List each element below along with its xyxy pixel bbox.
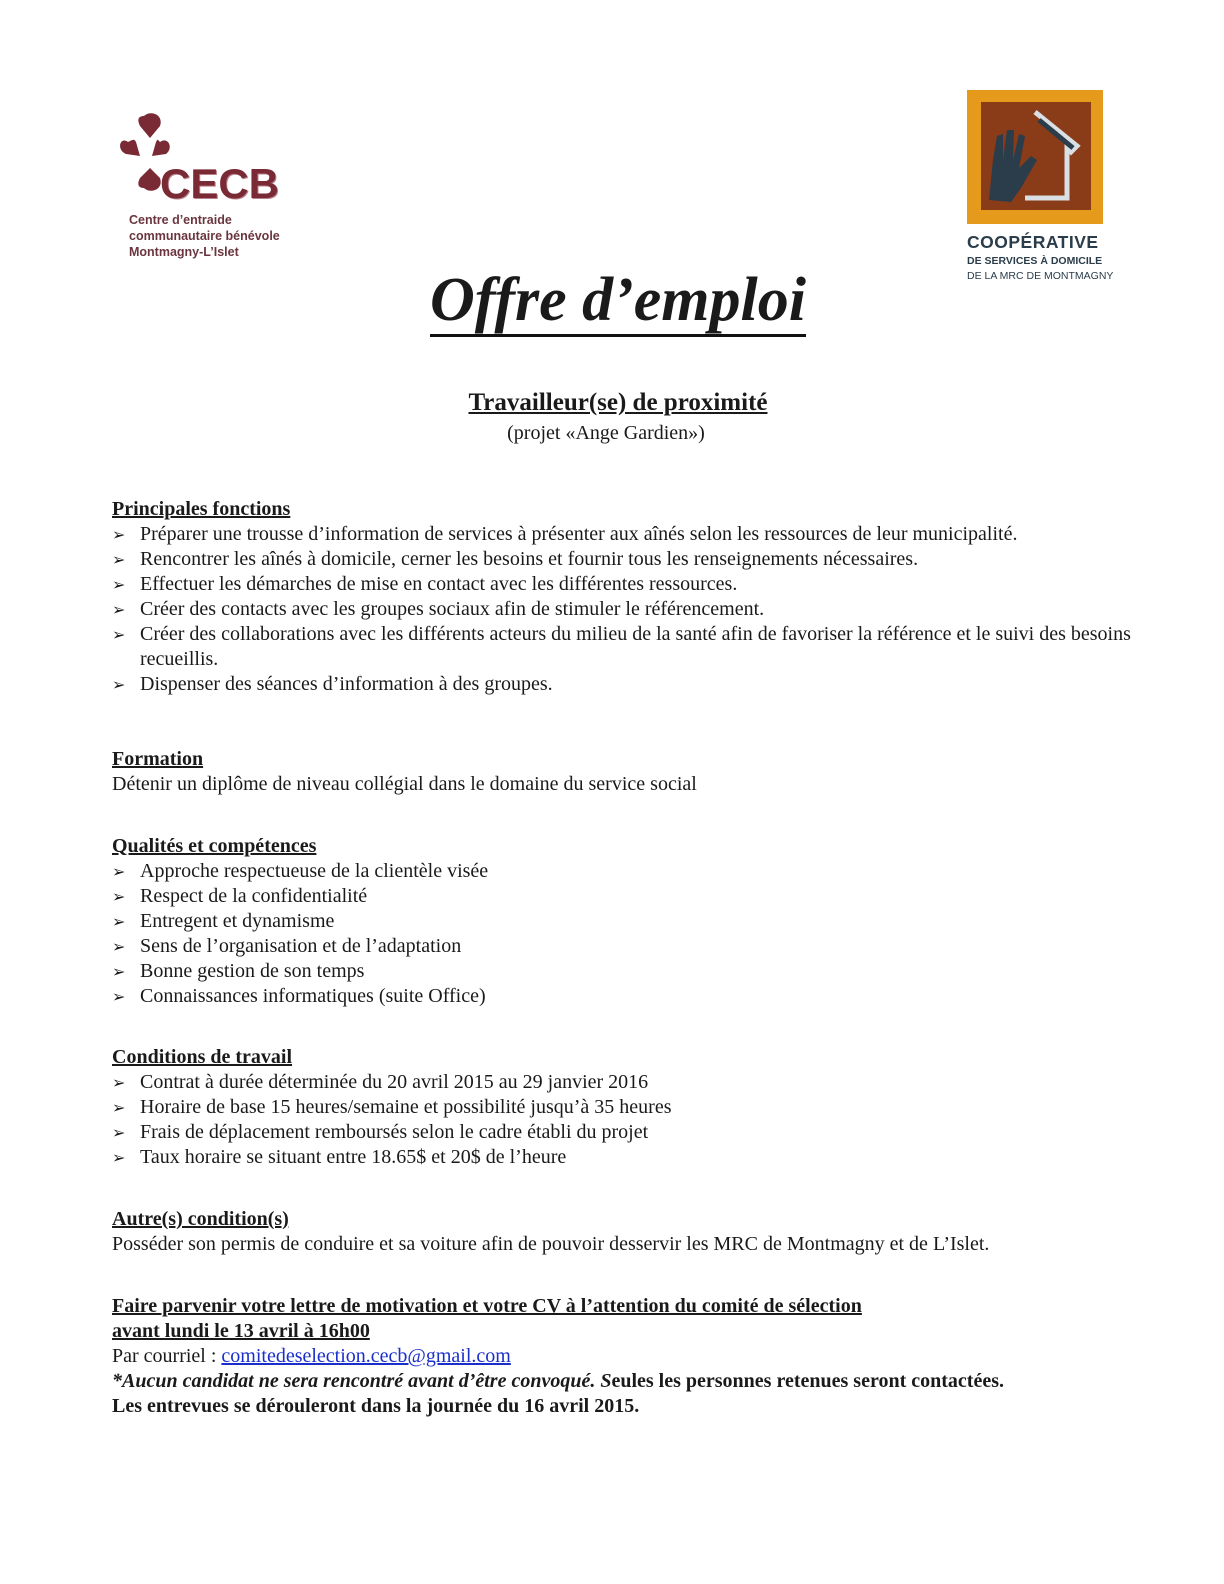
- selection-note: *Aucun candidat ne sera rencontré avant d’être convoqué. Seules les personnes retenues seront contactées.: [112, 1370, 1004, 1392]
- list-item: ➢ Créer des collaborations avec les différents acteurs du milieu de la santé afin de favoriser la référence et le suivi des besoins recueillis.: [112, 622, 1172, 672]
- application-deadline: avant lundi le 13 avril à 16h00: [112, 1320, 370, 1342]
- email-line: [112, 1344, 1172, 1369]
- functions-list: [112, 522, 1172, 697]
- list-item: ➢ Effectuer les démarches de mise en contact avec les différentes ressources.: [112, 572, 1172, 597]
- list-item: ➢ Frais de déplacement remboursés selon le cadre établi du projet: [112, 1120, 1172, 1145]
- cecb-logo: [118, 112, 318, 262]
- qualities-list: [112, 859, 1172, 1009]
- list-item: ➢ Taux horaire se situant entre 18.65$ et 20$ de l’heure: [112, 1145, 1172, 1170]
- list-item: ➢ Rencontrer les aînés à domicile, cerner les besoins et fournir tous les renseignements nécessaires.: [112, 547, 1172, 572]
- list-item: ➢ Approche respectueuse de la clientèle visée: [112, 859, 1172, 884]
- position-note: (projet «Ange Gardien»): [507, 422, 705, 444]
- list-item: ➢ Entregent et dynamisme: [112, 909, 1172, 934]
- house-hand-icon: [967, 90, 1105, 226]
- list-item: ➢ Contrat à durée déterminée du 20 avril 2015 au 29 janvier 2016: [112, 1070, 1172, 1095]
- application-instruction: Faire parvenir votre lettre de motivation et votre CV à l’attention du comité de sélection: [112, 1295, 862, 1317]
- cooperative-logo-line2: DE LA MRC DE MONTMAGNY: [967, 270, 1114, 282]
- list-item: ➢ Créer des contacts avec les groupes sociaux afin de stimuler le référencement.: [112, 597, 1172, 622]
- cooperative-logo: [965, 90, 1114, 290]
- cecb-logo-subtitle: Centre d’entraide communautaire bénévole Montmagny-L’Islet: [129, 213, 280, 259]
- functions-section: [112, 497, 1172, 697]
- list-item: ➢ Sens de l’organisation et de l’adaptation: [112, 934, 1172, 959]
- cooperative-logo-line1: DE SERVICES À DOMICILE: [967, 255, 1103, 267]
- conditions-heading: Conditions de travail: [112, 1046, 293, 1068]
- cecb-logo-wordmark: CECB: [160, 160, 280, 207]
- list-item: ➢ Respect de la confidentialité: [112, 884, 1172, 909]
- list-item: ➢ Connaissances informatiques (suite Office): [112, 984, 1172, 1009]
- training-text: Détenir un diplôme de niveau collégial dans le domaine du service social: [112, 773, 697, 795]
- training-heading: Formation: [112, 748, 204, 770]
- position-title: Travailleur(se) de proximité: [468, 389, 768, 416]
- application-section: [112, 1294, 1172, 1419]
- page-title: Offre d’emploi: [0, 265, 1224, 336]
- email-label: Par courriel :: [112, 1345, 222, 1367]
- conditions-section: [112, 1045, 1172, 1170]
- email-link[interactable]: comitedeselection.cecb@gmail.com: [221, 1345, 511, 1367]
- other-conditions-heading: Autre(s) condition(s): [112, 1208, 289, 1230]
- conditions-list: [112, 1070, 1172, 1170]
- other-conditions-text: Posséder son permis de conduire et sa voiture afin de pouvoir desservir les MRC de Montmagny et de L’Islet.: [112, 1233, 990, 1255]
- list-item: ➢ Horaire de base 15 heures/semaine et possibilité jusqu’à 35 heures: [112, 1095, 1172, 1120]
- interview-note: Les entrevues se dérouleront dans la journée du 16 avril 2015.: [112, 1395, 640, 1417]
- qualities-heading: Qualités et compétences: [112, 835, 317, 857]
- cooperative-logo-title: COOPÉRATIVE: [967, 232, 1099, 252]
- list-item: ➢ Préparer une trousse d’information de services à présenter aux aînés selon les ressources de leur municipalité.: [112, 522, 1172, 547]
- other-conditions-section: [112, 1207, 1172, 1257]
- list-item: ➢ Bonne gestion de son temps: [112, 959, 1172, 984]
- qualities-section: [112, 834, 1172, 1009]
- training-section: [112, 747, 1172, 797]
- functions-heading: Principales fonctions: [112, 498, 291, 520]
- list-item: ➢ Dispenser des séances d’information à des groupes.: [112, 672, 1172, 697]
